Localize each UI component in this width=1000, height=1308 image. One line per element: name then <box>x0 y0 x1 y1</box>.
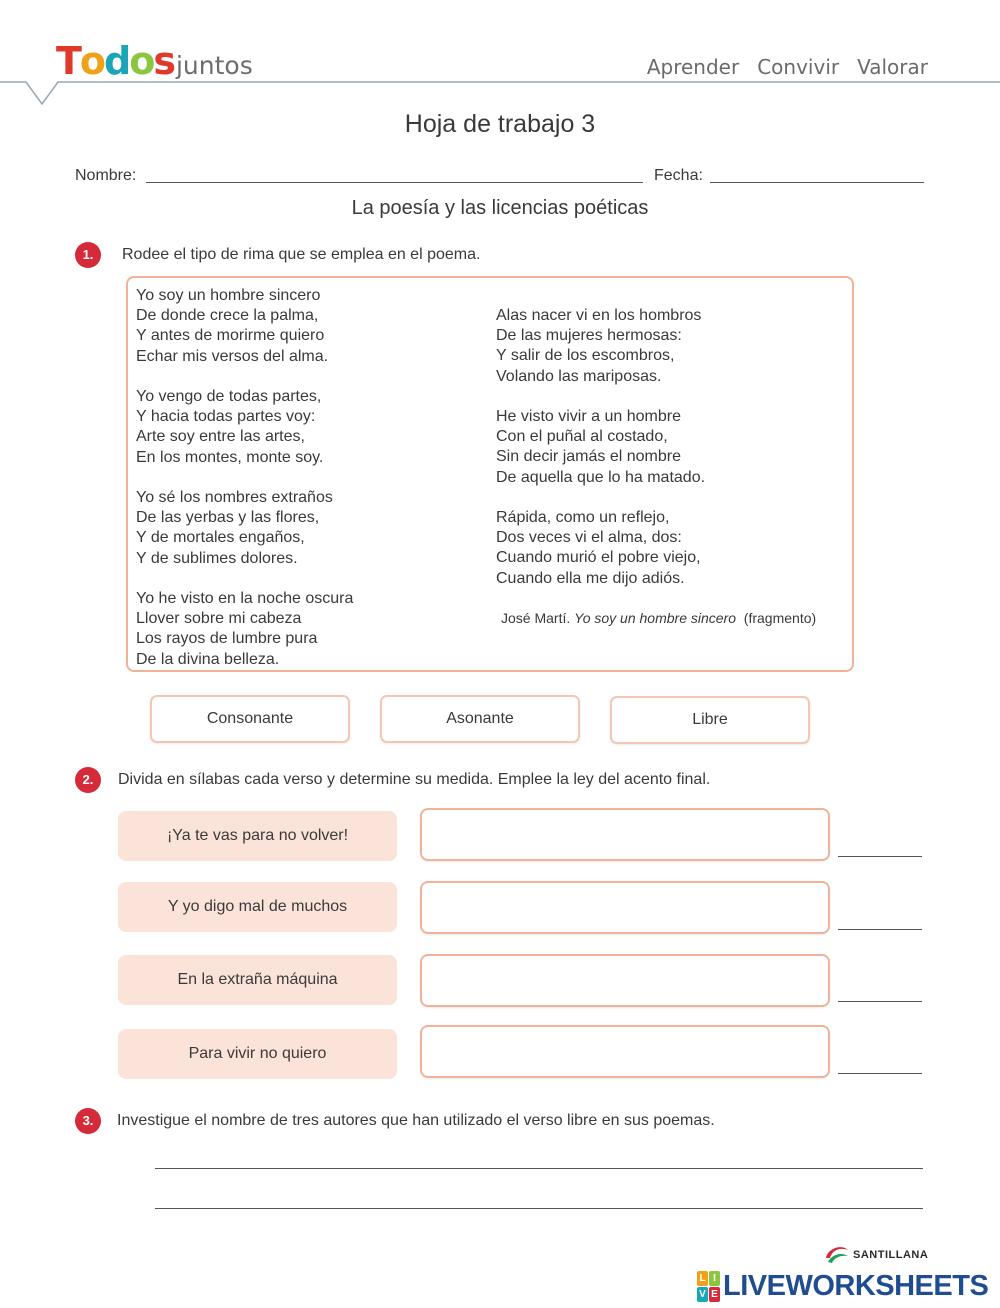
verse-pill: En la extraña máquina <box>118 955 397 1005</box>
poem-line: De las yerbas y las flores, <box>136 509 320 527</box>
poem-line: Y de mortales engaños, <box>136 529 305 547</box>
poem-line: Alas nacer vi en los hombros <box>496 307 702 324</box>
measure-answer-line[interactable] <box>838 856 922 857</box>
poem-line: Echar mis versos del alma. <box>136 347 329 365</box>
measure-answer-line[interactable] <box>838 1001 922 1002</box>
publisher-name: SANTILLANA <box>853 1249 929 1261</box>
poem-line: Y antes de morirme quiero <box>136 327 325 345</box>
verse-pill: Y yo digo mal de muchos <box>118 882 397 932</box>
poem-line: Yo sé los nombres extraños <box>136 489 333 506</box>
poem-stanza <box>496 508 705 589</box>
logo-letter: T <box>56 39 80 83</box>
option-consonante[interactable]: Consonante <box>150 695 350 743</box>
logo-letter: o <box>79 39 105 83</box>
question-2-instruction: Divida en sílabas cada verso y determine su medida. Emplee la ley del acento final. <box>118 771 711 788</box>
nav-valorar[interactable]: Valorar <box>857 55 928 79</box>
poem-line: Y de sublimes dolores. <box>136 549 298 567</box>
question-2-badge: 2. <box>75 767 101 793</box>
page-title: Hoja de trabajo 3 <box>404 110 596 138</box>
poem-line: Y salir de los escombros, <box>496 347 675 365</box>
date-label: Fecha: <box>654 167 703 184</box>
santillana-logo <box>824 1244 928 1266</box>
nav-aprender[interactable]: Aprender <box>646 55 740 79</box>
header-rule <box>0 78 1000 110</box>
nav-convivir[interactable]: Convivir <box>757 55 840 79</box>
measure-answer-line[interactable] <box>838 929 922 930</box>
section-subtitle: La poesía y las licencias poéticas <box>351 197 649 219</box>
syllable-answer-box[interactable] <box>420 808 830 861</box>
poem-stanza <box>496 407 705 488</box>
poem-line: Cuando ella me dijo adiós. <box>496 569 685 587</box>
poem-line: Volando las mariposas. <box>496 367 662 385</box>
poem-stanza <box>136 589 353 670</box>
liveworksheets-icon-tile: E <box>709 1287 720 1302</box>
todos-juntos-logo <box>56 39 253 83</box>
syllable-answer-box[interactable] <box>420 881 830 934</box>
option-asonante[interactable]: Asonante <box>380 695 580 743</box>
poem-line: De la divina belleza. <box>136 650 280 668</box>
poem-line: Y hacia todas partes voy: <box>136 408 316 426</box>
syllable-answer-box[interactable] <box>420 954 830 1007</box>
question-3-instruction: Investigue el nombre de tres autores que han utilizado el verso libre en sus poemas. <box>117 1112 715 1129</box>
name-field[interactable] <box>146 182 643 183</box>
measure-answer-line[interactable] <box>838 1073 922 1074</box>
verse-pill: Para vivir no quiero <box>118 1029 397 1079</box>
date-field[interactable] <box>710 182 924 183</box>
poem-line: Arte soy entre las artes, <box>136 428 305 446</box>
poem-line: Rápida, como un reflejo, <box>496 509 670 526</box>
liveworksheets-icon-tile: I <box>709 1271 720 1286</box>
poem-left-column <box>136 286 353 690</box>
name-label: Nombre: <box>75 167 137 184</box>
poem-line: Con el puñal al costado, <box>496 428 668 446</box>
attribution-work: Yo soy un hombre sincero <box>574 610 737 626</box>
logo-juntos: juntos <box>175 51 253 80</box>
poem-line: Dos veces vi el alma, dos: <box>496 529 682 547</box>
poem-line: Los rayos de lumbre pura <box>136 630 318 648</box>
poem-line: Cuando murió el pobre viejo, <box>496 549 701 567</box>
poem-stanza <box>496 306 705 387</box>
poem-line: He visto vivir a un hombre <box>496 408 681 425</box>
poem-line: Llover sobre mi cabeza <box>136 610 302 628</box>
poem-stanza <box>136 488 353 569</box>
logo-letter: o <box>129 39 154 83</box>
santillana-swirl-icon <box>824 1244 850 1266</box>
poem-line: Yo he visto en la noche oscura <box>136 590 354 607</box>
poem-line: De donde crece la palma, <box>136 307 319 325</box>
poem-line: De las mujeres hermosas: <box>496 327 682 345</box>
liveworksheets-wordmark: LIVEWORKSHEETS <box>723 1270 989 1302</box>
poem-line: En los montes, monte soy. <box>136 448 324 466</box>
logo-todos <box>56 39 174 83</box>
logo-letter: d <box>104 39 130 83</box>
logo-letter: s <box>153 39 174 83</box>
syllable-answer-box[interactable] <box>420 1025 830 1078</box>
option-libre[interactable]: Libre <box>610 696 810 744</box>
liveworksheets-icon <box>697 1271 720 1302</box>
poem-attribution <box>501 610 816 626</box>
liveworksheets-logo <box>697 1270 988 1303</box>
question-1-badge: 1. <box>75 242 101 268</box>
attribution-author: José Martí. <box>501 610 571 626</box>
liveworksheets-icon-tile: L <box>697 1271 708 1286</box>
author-answer-line[interactable] <box>155 1208 923 1209</box>
poem-line: Yo soy un hombre sincero <box>136 287 321 304</box>
poem-stanza <box>136 387 353 468</box>
poem-right-column <box>496 306 705 609</box>
liveworksheets-icon-tile: V <box>697 1287 708 1302</box>
question-3-badge: 3. <box>75 1108 101 1134</box>
header-nav <box>647 55 928 79</box>
poem-stanza <box>136 286 353 367</box>
poem-line: Sin decir jamás el nombre <box>496 448 681 466</box>
poem-line: De aquella que lo ha matado. <box>496 468 706 486</box>
attribution-note: (fragmento) <box>743 610 817 626</box>
question-1-instruction: Rodee el tipo de rima que se emplea en el poema. <box>122 246 481 263</box>
poem-line: Yo vengo de todas partes, <box>136 388 322 405</box>
author-answer-line[interactable] <box>155 1168 923 1169</box>
verse-pill: ¡Ya te vas para no volver! <box>118 811 397 861</box>
